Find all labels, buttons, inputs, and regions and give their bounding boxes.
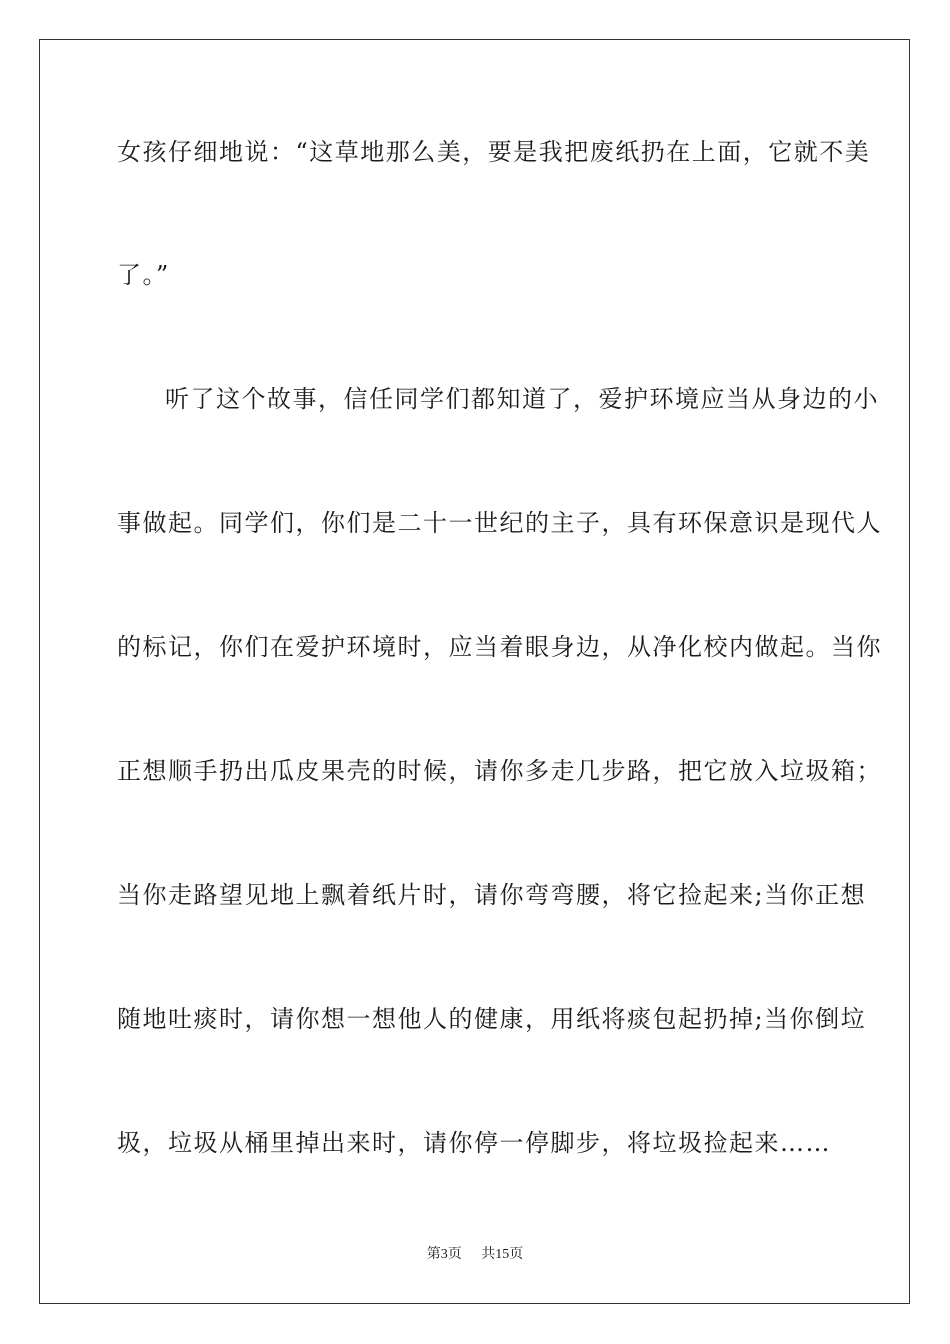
- page-number: 第3页: [426, 1247, 462, 1262]
- page-total: 共15页: [481, 1247, 524, 1262]
- paragraph-1-line-1: 女孩仔细地说：“这草地那么美，要是我把废纸扔在上面，它就不美: [117, 138, 871, 166]
- paragraph-1-line-2: 了。”: [117, 261, 170, 289]
- paragraph-2-line-7: 圾，垃圾从桶里掉出来时，请你停一停脚步，将垃圾捡起来……: [117, 1129, 831, 1157]
- paragraph-2-line-4: 正想顺手扔出瓜皮果壳的时候，请你多走几步路，把它放入垃圾箱；: [117, 757, 882, 785]
- paragraph-2-line-6: 随地吐痰时，请你想一想他人的健康，用纸将痰包起扔掉;当你倒垃: [117, 1005, 867, 1033]
- paragraph-2-line-2: 事做起。同学们，你们是二十一世纪的主子，具有环保意识是现代人: [117, 509, 882, 537]
- page-footer: [0, 1246, 950, 1264]
- paragraph-2-line-5: 当你走路望见地上飘着纸片时，请你弯弯腰，将它捡起来;当你正想: [117, 881, 867, 909]
- page-border: [39, 39, 910, 1304]
- paragraph-2-line-1: 听了这个故事，信任同学们都知道了，爱护环境应当从身边的小: [165, 385, 879, 413]
- paragraph-2-line-3: 的标记，你们在爱护环境时，应当着眼身边，从净化校内做起。当你: [117, 633, 882, 661]
